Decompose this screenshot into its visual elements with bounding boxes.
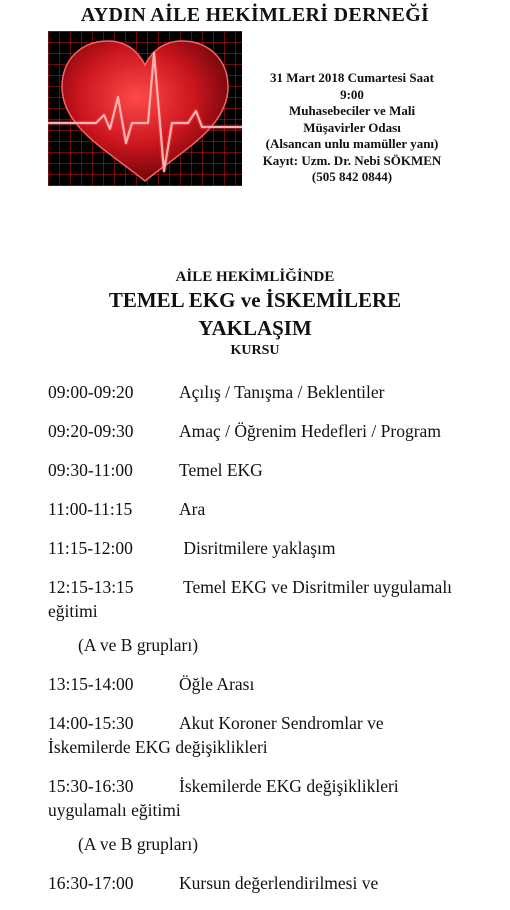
- schedule-title: Açılış / Tanışma / Beklentiler: [179, 382, 385, 402]
- heart-ecg-image: [48, 31, 242, 186]
- schedule-title: Akut Koroner Sendromlar ve İskemilerde EKG değişiklikleri: [48, 713, 384, 757]
- heart-ecg-graphic: [48, 31, 242, 186]
- schedule-title: Ara: [179, 499, 206, 519]
- schedule-row: [48, 380, 468, 404]
- schedule-time: 12:15-13:15: [48, 577, 134, 597]
- course-title-line-1: TEMEL EKG ve İSKEMİLERE: [108, 288, 402, 312]
- schedule-list: [48, 380, 468, 910]
- schedule-time: 15:30-16:30: [48, 776, 134, 796]
- event-venue-2: Müşavirler Odası: [303, 119, 401, 135]
- schedule-row: [48, 458, 468, 482]
- event-phone: (505 842 0844): [311, 169, 393, 184]
- schedule-title: Amaç / Öğrenim Hedefleri / Program: [179, 421, 441, 441]
- schedule-time: 14:00-15:30: [48, 713, 134, 733]
- schedule-row: [48, 871, 468, 895]
- schedule-title: İskemilerde EKG değişiklikleri uygulamalı eğitimi: [48, 776, 399, 820]
- schedule-time: 11:00-11:15: [48, 499, 133, 519]
- event-venue-note: (Alsancan unlu mamüller yanı): [265, 136, 439, 151]
- event-info: [244, 70, 460, 186]
- schedule-row: [48, 672, 468, 696]
- schedule-row: [48, 536, 468, 560]
- schedule-row: [48, 497, 468, 521]
- schedule-title: Temel EKG: [179, 460, 263, 480]
- event-venue-1: Muhasebeciler ve Mali: [288, 103, 416, 118]
- course-title-block: [0, 268, 510, 360]
- course-label: KURSU: [230, 343, 280, 358]
- schedule-title: Temel EKG ve Disritmiler uygulamalı eğitimi: [48, 577, 453, 621]
- schedule-row: [48, 774, 468, 856]
- schedule-time: 11:15-12:00: [48, 538, 133, 558]
- schedule-title: Disritmilere yaklaşım: [179, 538, 336, 558]
- schedule-row: [48, 711, 468, 759]
- schedule-row: [48, 575, 468, 657]
- schedule-time: 09:00-09:20: [48, 382, 134, 402]
- schedule-time: 09:30-11:00: [48, 460, 133, 480]
- schedule-time: 09:20-09:30: [48, 421, 134, 441]
- schedule-title: Kursun değerlendirilmesi ve: [179, 873, 379, 893]
- schedule-note: (A ve B grupları): [78, 635, 199, 655]
- event-time: 9:00: [340, 86, 364, 102]
- schedule-title: Öğle Arası: [179, 674, 255, 694]
- org-title: AYDIN AİLE HEKİMLERİ DERNEĞİ: [80, 4, 430, 26]
- course-title-line-2: YAKLAŞIM: [198, 316, 312, 340]
- event-date: 31 Mart 2018 Cumartesi Saat: [270, 70, 434, 85]
- schedule-row: [48, 419, 468, 443]
- event-registration: Kayıt: Uzm. Dr. Nebi SÖKMEN: [262, 152, 442, 168]
- course-subtitle: AİLE HEKİMLİĞİNDE: [175, 269, 335, 285]
- schedule-time: 13:15-14:00: [48, 674, 134, 694]
- schedule-note: (A ve B grupları): [78, 834, 199, 854]
- schedule-time: 16:30-17:00: [48, 873, 134, 893]
